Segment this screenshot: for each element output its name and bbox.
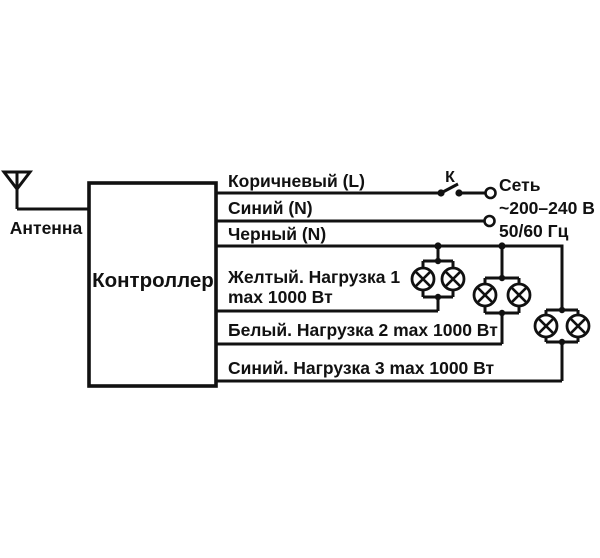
load1-label [227,267,400,307]
mains-name: Сеть [499,175,541,195]
lamp-group-1 [412,246,464,311]
terminal-icon-line [486,188,496,198]
switch-label: К [445,169,455,186]
wire-blue-neutral-label: Синий (N) [228,198,313,218]
lamp-group-3 [535,307,589,381]
mains-frequency: 50/60 Гц [499,221,569,241]
mains-voltage: ~200–240 В [499,198,595,218]
wire-brown-label: Коричневый (L) [228,171,365,191]
load1-label-line1: Желтый. Нагрузка 1 [228,267,401,287]
load2-label: Белый. Нагрузка 2 max 1000 Вт [228,320,498,340]
antenna-icon [4,172,89,209]
load1-label-line2: max 1000 Вт [228,287,333,307]
terminal-icon-neutral [485,216,495,226]
wire-black-neutral-label: Черный (N) [228,224,327,244]
controller-label: Контроллер [92,269,214,292]
antenna-label: Антенна [9,218,83,238]
load3-label: Синий. Нагрузка 3 max 1000 Вт [228,358,495,378]
mains-label [499,175,595,241]
